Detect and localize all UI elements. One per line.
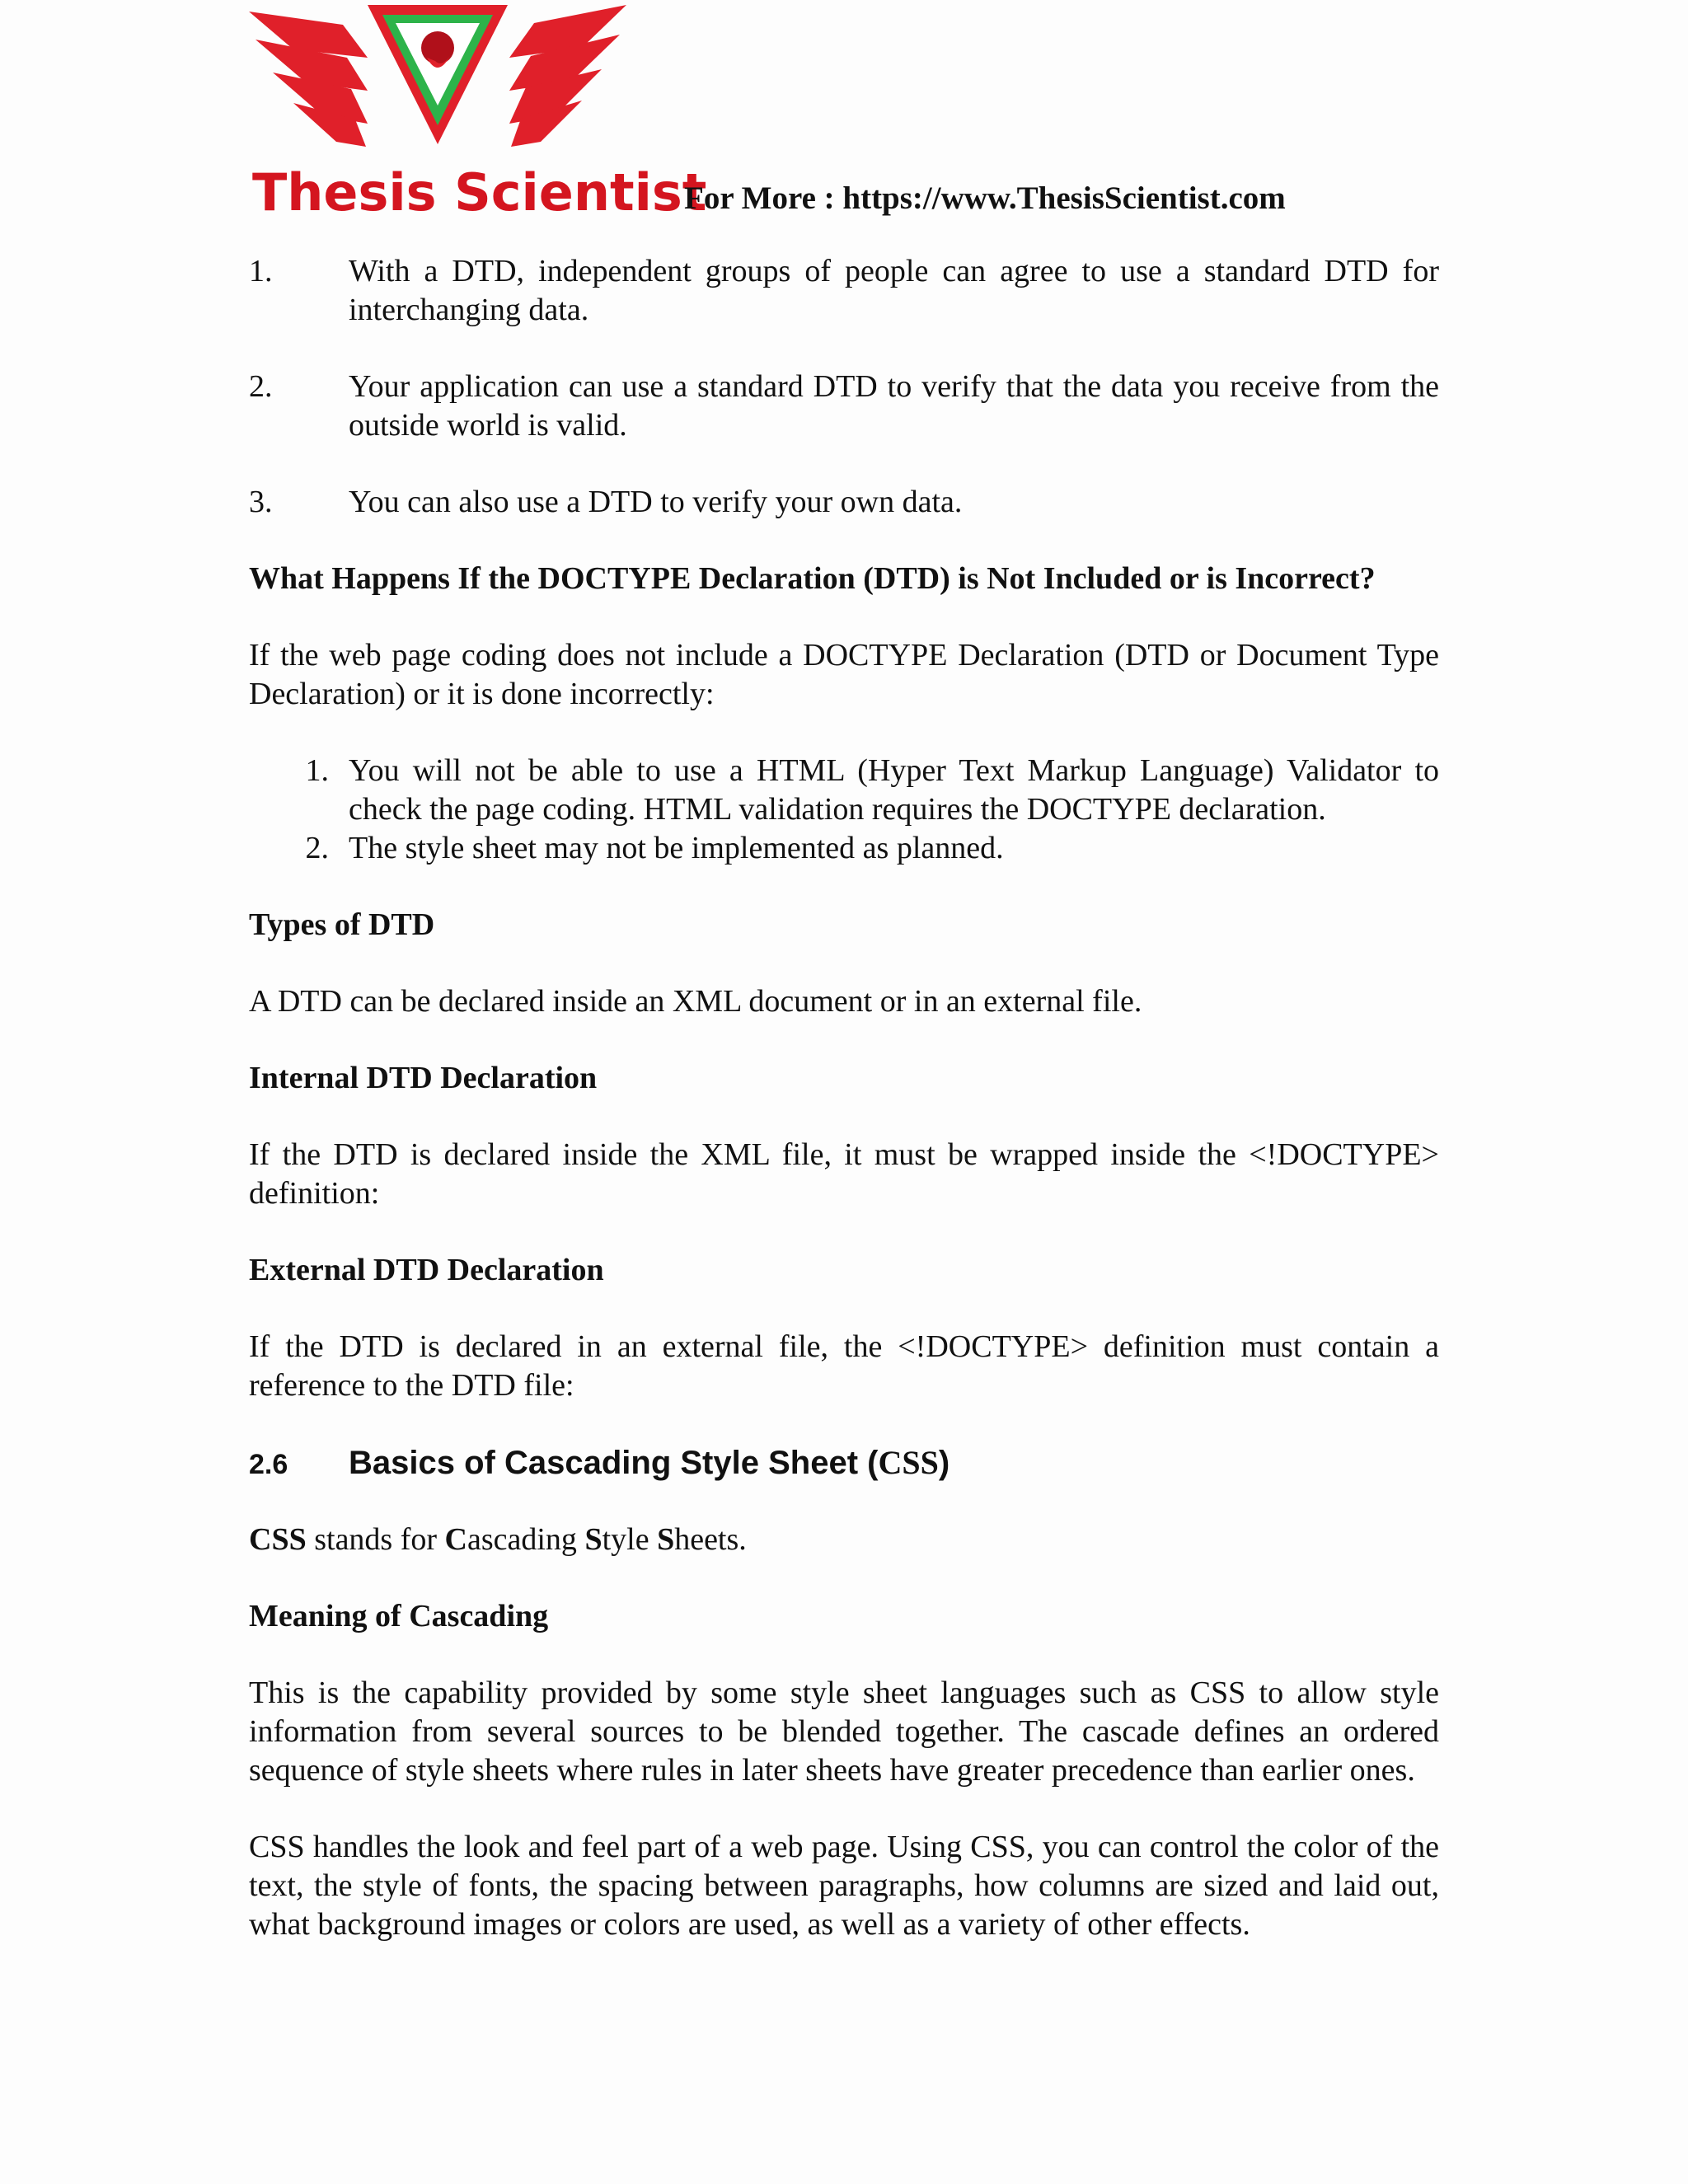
svg-text:Thesis Scientist: Thesis Scientist bbox=[252, 162, 707, 223]
list-number: 2. bbox=[249, 369, 273, 404]
list-number: 3. bbox=[249, 485, 273, 519]
heading-types: Types of DTD bbox=[249, 907, 435, 942]
paragraph-css: CSS handles the look and feel part of a web page. Using CSS, you can control the color of the text, the style of fonts, the spacing between paragraphs, how columns are sized and laid out, what background images or colors are used, as well as a variety of other effects. bbox=[249, 1830, 1439, 1942]
section-title-css: CSS bbox=[878, 1444, 939, 1481]
list-item bbox=[249, 483, 1439, 522]
list-number: 1. bbox=[305, 753, 329, 788]
left-wing-icon bbox=[249, 12, 368, 147]
paragraph-external: If the DTD is declared in an external file, the <!DOCTYPE> definition must contain a reference to the DTD file: bbox=[249, 1329, 1439, 1403]
right-wing-icon bbox=[509, 5, 626, 147]
website-link[interactable]: For More : https://www.ThesisScientist.com bbox=[684, 180, 1286, 216]
document-body bbox=[249, 252, 1439, 1982]
list-item bbox=[249, 368, 1439, 445]
css-bold: S bbox=[584, 1522, 603, 1557]
list-text: You can also use a DTD to verify your own data. bbox=[349, 485, 963, 519]
thesis-scientist-logo bbox=[244, 0, 707, 227]
css-text: heets. bbox=[674, 1522, 747, 1557]
css-bold: S bbox=[657, 1522, 675, 1557]
section-title-text: Basics of Cascading Style Sheet ( bbox=[349, 1445, 879, 1481]
paragraph-types: A DTD can be declared inside an XML document or in an external file. bbox=[249, 984, 1142, 1019]
list-item bbox=[249, 752, 1439, 829]
paragraph-internal: If the DTD is declared inside the XML file, it must be wrapped inside the <!DOCTYPE> definition: bbox=[249, 1137, 1439, 1211]
list-number: 2. bbox=[305, 831, 329, 865]
section-title bbox=[349, 1443, 950, 1483]
list-text: The style sheet may not be implemented as planned. bbox=[349, 831, 1004, 865]
paragraph-meaning: This is the capability provided by some style sheet languages such as CSS to allow style information from several sources to be blended together. The cascade defines an ordered sequence of style sheets where rules in later sheets have greater precedence than earlier ones. bbox=[249, 1675, 1439, 1788]
css-bold: C bbox=[444, 1522, 467, 1557]
paragraph-doctype: If the web page coding does not include a DOCTYPE Declaration (DTD or Document Type Declaration) or it is done incorrectly: bbox=[249, 638, 1439, 711]
heading-doctype: What Happens If the DOCTYPE Declaration (DTD) is Not Included or is Incorrect? bbox=[249, 561, 1376, 596]
list-item bbox=[249, 252, 1439, 330]
list-number: 1. bbox=[249, 254, 273, 288]
ordered-list bbox=[249, 752, 1439, 868]
css-text: tyle bbox=[602, 1522, 658, 1557]
heading-external: External DTD Declaration bbox=[249, 1253, 604, 1287]
section-number: 2.6 bbox=[249, 1449, 288, 1480]
section-heading bbox=[249, 1443, 1439, 1484]
heading-meaning: Meaning of Cascading bbox=[249, 1599, 549, 1633]
list-text: You will not be able to use a HTML (Hyper Text Markup Language) Validator to check the page coding. HTML validation requires the DOCTYPE declaration. bbox=[349, 753, 1439, 827]
list-text: With a DTD, independent groups of people can agree to use a standard DTD for interchanging data. bbox=[349, 254, 1439, 327]
triangle-emblem-icon bbox=[368, 5, 508, 144]
css-definition bbox=[249, 1521, 1439, 1559]
heading-internal: Internal DTD Declaration bbox=[249, 1061, 598, 1095]
css-bold: CSS bbox=[249, 1522, 307, 1557]
list-item bbox=[249, 829, 1439, 868]
section-title-close: ) bbox=[938, 1445, 950, 1481]
css-text: stands for bbox=[306, 1522, 445, 1557]
list-text: Your application can use a standard DTD to verify that the data you receive from the outside world is valid. bbox=[349, 369, 1439, 443]
css-text: ascading bbox=[467, 1522, 585, 1557]
